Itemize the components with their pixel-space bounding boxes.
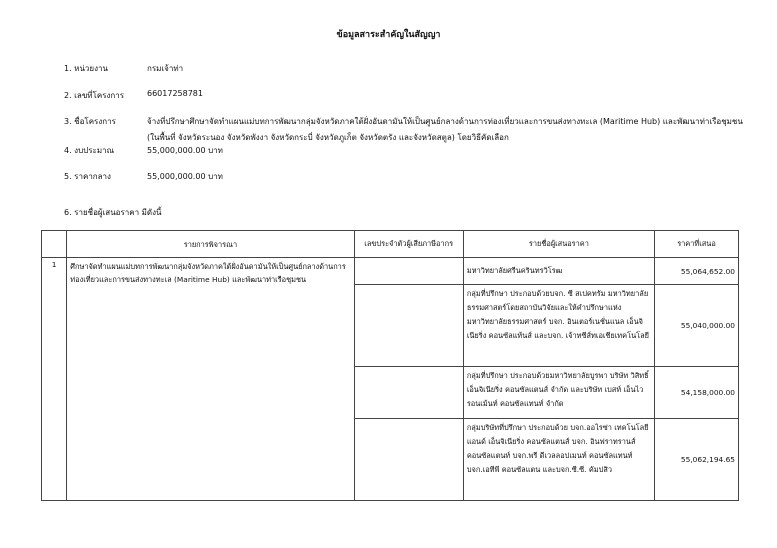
field-label-project-name: 3. ชื่อโครงการ bbox=[64, 117, 116, 126]
bidders-table bbox=[41, 230, 739, 501]
header-item: รายการพิจารณา bbox=[67, 231, 354, 258]
field-value-reference-price: 55,000,000.00 บาท bbox=[147, 172, 223, 181]
bidders-heading: 6. รายชื่อผู้เสนอราคา มีดังนี้ bbox=[64, 208, 162, 217]
bidder-name: กลุ่มที่ปรึกษา ประกอบด้วยมหาวิทยาลัยบูรพา บริษัท วิสิทธิ์ เอ็นจิเนียริ่ง คอนซัลแตนส์ จำกัด และบริษัท เบสท์ เอ็นไวรอนเม้นท์ คอนซัลแทนท์ จำกัด bbox=[463, 367, 654, 419]
header-bidder-name: รายชื่อผู้เสนอราคา bbox=[463, 231, 654, 258]
field-label-budget: 4. งบประมาณ bbox=[64, 146, 115, 155]
bidder-price: 55,040,000.00 bbox=[655, 285, 739, 367]
field-label-project-number: 2. เลขที่โครงการ bbox=[64, 91, 125, 100]
tax-id-cell bbox=[354, 419, 463, 501]
row-number: 1 bbox=[42, 258, 67, 501]
header-price: ราคาที่เสนอ bbox=[655, 231, 739, 258]
bidder-price: 55,062,194.65 bbox=[655, 419, 739, 501]
bidder-price: 54,158,000.00 bbox=[655, 367, 739, 419]
tax-id-cell bbox=[354, 285, 463, 367]
row-item: ศึกษาจัดทำแผนแม่บทการพัฒนากลุ่มจังหวัดภาคใต้ฝั่งอันดามันให้เป็นศูนย์กลางด้านการท่องเที่ยวและการขนส่งทางทะเล (Maritime Hub) และพัฒนาท่าเรือชุมชน bbox=[67, 258, 354, 501]
tax-id-cell bbox=[354, 367, 463, 419]
field-value-project-name-line2: (ในพื้นที่ จังหวัดระนอง จังหวัดพังงา จังหวัดกระบี่ จังหวัดภูเก็ต จังหวัดตรัง และจังหวัดสตูล) โดยวิธีคัดเลือก bbox=[147, 133, 509, 142]
field-value-agency: กรมเจ้าท่า bbox=[147, 64, 184, 73]
bidder-price: 55,064,652.00 bbox=[655, 258, 739, 285]
bidder-name: กลุ่มที่ปรึกษา ประกอบด้วยบจก. ซี สเปคทรัม มหาวิทยาลัยธรรมศาสตร์โดยสถาบันวิจัยและให้คำปรึกษาแห่งมหาวิทยาลัยธรรมศาสตร์ บจก. อินเตอร์เนชั่นแนล เอ็นจิเนียริ่ง คอนซัลแท้นส์ และบจก. เจ้าทซีส์ทเอเชียเทคโนโลยี bbox=[463, 285, 654, 367]
table-row bbox=[42, 258, 739, 285]
header-number bbox=[42, 231, 67, 258]
header-tax-id: เลขประจำตัวผู้เสียภาษีอากร bbox=[354, 231, 463, 258]
field-label-agency: 1. หน่วยงาน bbox=[64, 64, 108, 73]
bidder-name: มหาวิทยาลัยศรีนครินทรวิโรฒ bbox=[463, 258, 654, 285]
table-header-row bbox=[42, 231, 739, 258]
document-title: ข้อมูลสาระสำคัญในสัญญา bbox=[336, 30, 441, 40]
tax-id-cell bbox=[354, 258, 463, 285]
field-label-reference-price: 5. ราคากลาง bbox=[64, 172, 111, 181]
field-value-budget: 55,000,000.00 บาท bbox=[147, 146, 223, 155]
field-value-project-name: จ้างที่ปรึกษาศึกษาจัดทำแผนแม่บทการพัฒนากลุ่มจังหวัดภาคใต้ฝั่งอันดามันให้เป็นศูนย์กลางด้านการท่องเที่ยวและการขนส่งทางทะเล (Maritime Hub) และพัฒนาท่าเรือชุมชน bbox=[147, 117, 743, 126]
bidder-name: กลุ่มบริษัทที่ปรึกษา ประกอบด้วย บจก.ออไรซ่า เทคโนโลยี แอนด์ เอ็นจิเนียริ่ง คอนซัลแตนส์ บจก. อินฟราทรานส์ คอนซัลแตนท์ บจก.พรี ดีเวลลอปเมนท์ คอนซัลแทนท์ บจก.เอทีพี คอนซัลแตน และบจก.ซี.ซี. คัมปสิว bbox=[463, 419, 654, 501]
field-value-project-number: 66017258781 bbox=[147, 89, 203, 98]
